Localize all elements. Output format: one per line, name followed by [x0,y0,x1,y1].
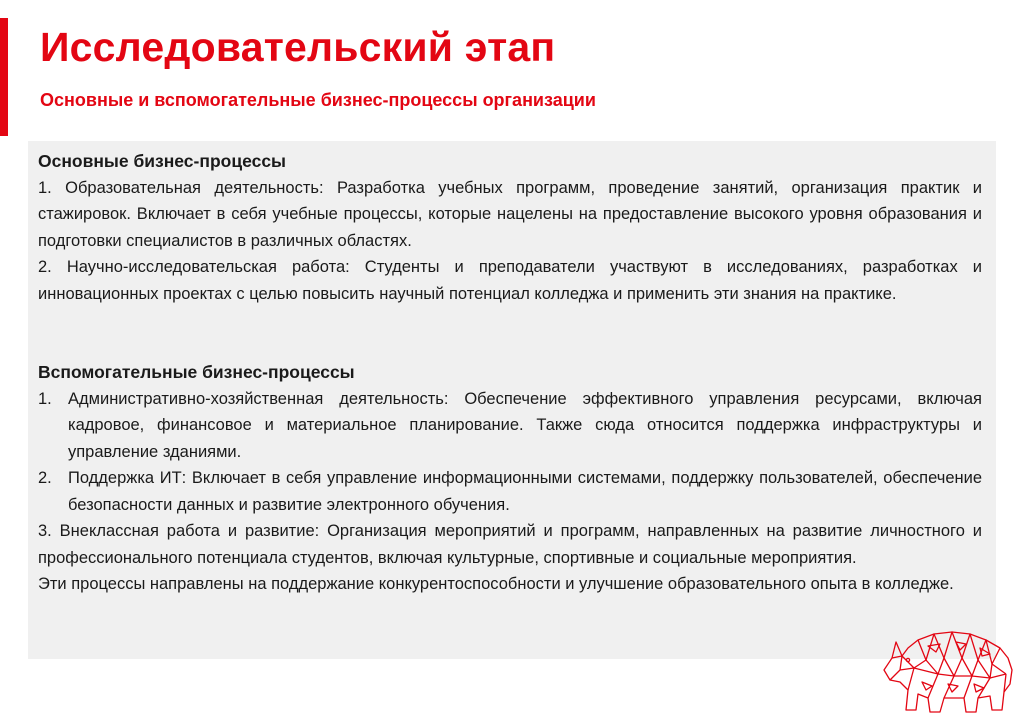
main-processes-heading: Основные бизнес-процессы [38,151,286,171]
conclusion-text: Эти процессы направлены на поддержание конкурентоспособности и улучшение образовательного опыта в колледже. [38,575,954,593]
accent-bar [0,18,8,136]
main-process-1: 1. Образовательная деятельность: Разработка учебных программ, проведение занятий, организация практик и стажировок. Включает в себя учебные процессы, которые нацелены на предоставление высокого уровня образования и подготовки специалистов в различных областях. [38,178,982,250]
rhino-logo-icon [878,612,1018,720]
list-item [38,465,982,518]
page-subtitle: Основные и вспомогательные бизнес-процессы организации [40,90,596,110]
main-processes-section [38,148,982,307]
list-item-number: 2. [38,469,52,487]
content-panel [28,141,996,659]
support-processes-heading: Вспомогательные бизнес-процессы [38,362,355,382]
list-item-text: Административно-хозяйственная деятельность: Обеспечение эффективного управления ресурсами, включая кадровое, финансовое и материальное планирование. Также сюда относится поддержка инфраструктуры и управление зданиями. [68,389,982,461]
list-item-number: 1. [38,389,52,408]
list-item [38,386,982,466]
support-processes-section [38,359,982,598]
page-title: Исследовательский этап [40,24,556,70]
support-process-3: 3. Внеклассная работа и развитие: Организация мероприятий и программ, направленных на развитие личностного и профессионального потенциала студентов, включая культурные, спортивные и социальные мероприятия. [38,522,982,567]
main-process-2: 2. Научно-исследовательская работа: Студенты и преподаватели участвуют в исследованиях, разработках и инновационных проектах с целью повысить научный потенциал колледжа и применить эти знания на практике. [38,258,982,303]
list-item-text: Поддержка ИТ: Включает в себя управление информационными системами, поддержку пользователей, обеспечение безопасности данных и развитие электронного обучения. [68,469,982,514]
